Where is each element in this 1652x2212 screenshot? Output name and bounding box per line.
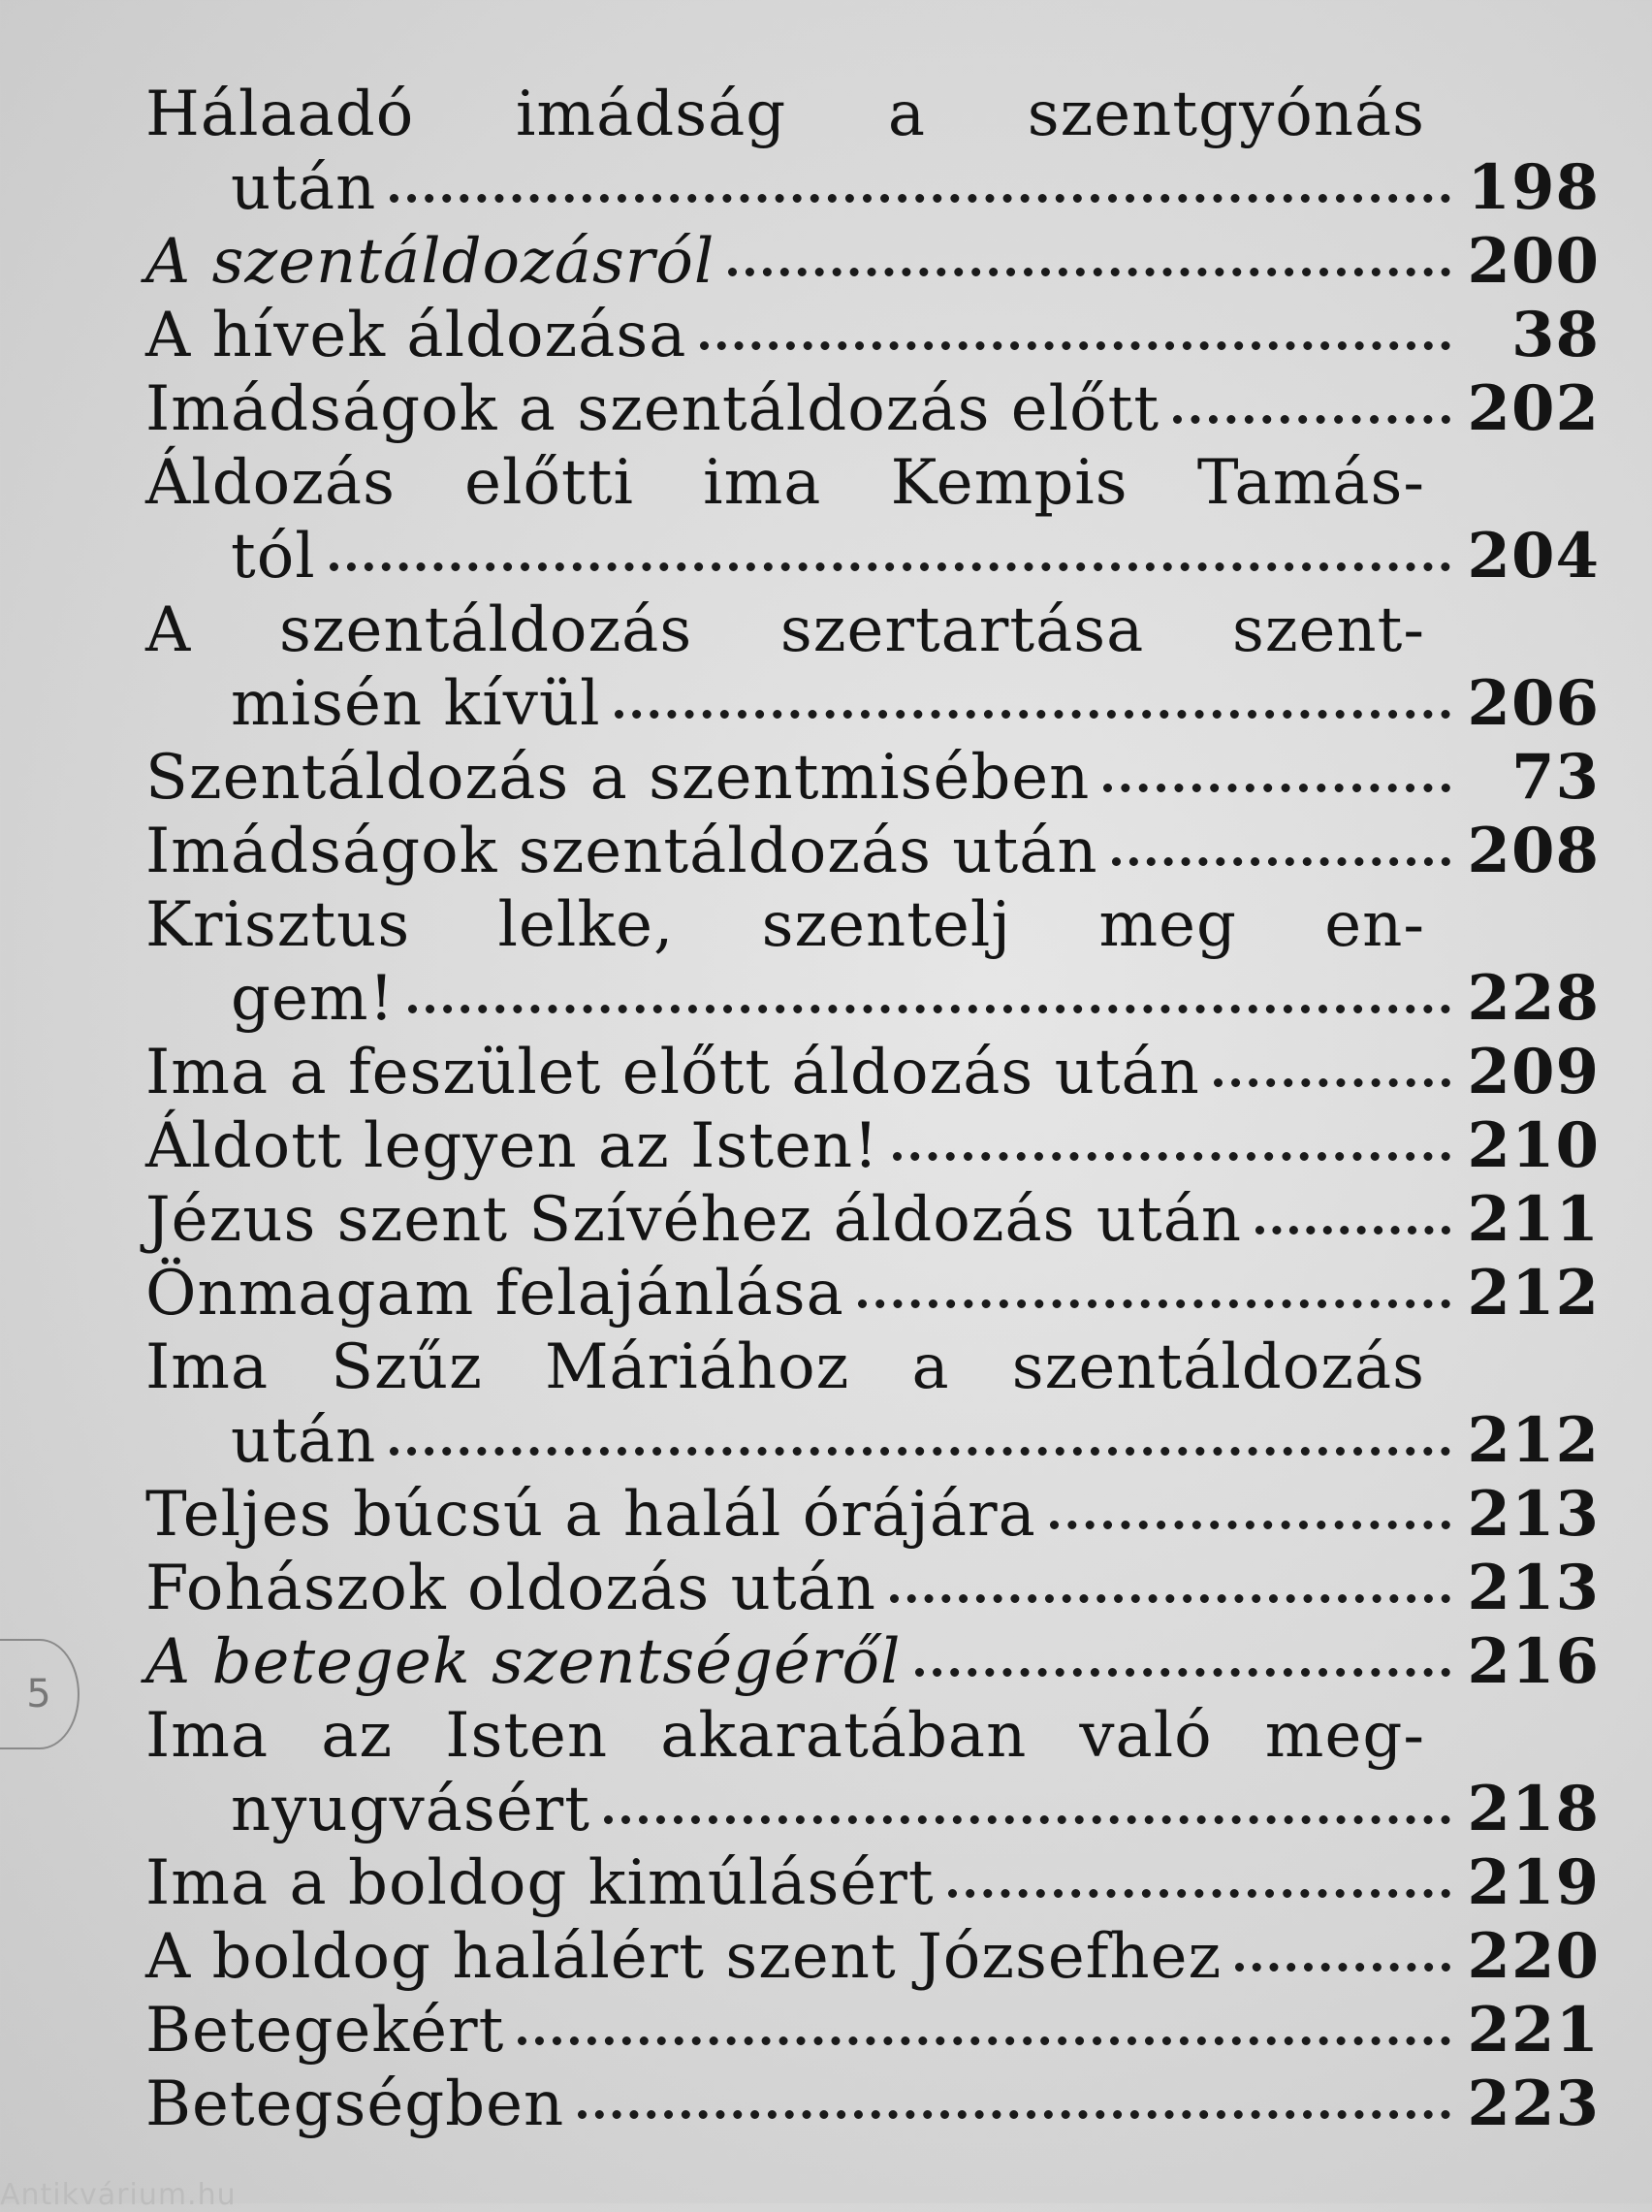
page-number: 212 xyxy=(1467,1404,1600,1477)
dot-leader xyxy=(1214,1078,1450,1087)
word: imádság xyxy=(515,79,787,150)
toc-entry xyxy=(145,372,1600,446)
toc-title-text: után xyxy=(231,1405,377,1477)
toc-line xyxy=(145,2068,1600,2141)
toc-line xyxy=(145,1773,1600,1846)
word: szent- xyxy=(1231,594,1425,666)
dot-leader xyxy=(948,1889,1450,1898)
dot-leader xyxy=(604,1815,1450,1824)
toc-entry xyxy=(145,1183,1600,1257)
toc-entry xyxy=(145,593,1600,741)
page-number: 206 xyxy=(1467,667,1600,740)
toc-line xyxy=(145,1478,1600,1552)
toc-title-text: A boldog halálért szent Józsefhez xyxy=(145,1921,1223,1993)
toc-line xyxy=(145,593,1425,667)
toc-line xyxy=(145,962,1600,1036)
toc-entry xyxy=(145,1036,1600,1109)
toc-title-text xyxy=(145,593,1425,667)
toc-entry xyxy=(145,1846,1600,1920)
toc-entry xyxy=(145,1478,1600,1552)
toc-line xyxy=(145,815,1600,888)
toc-line xyxy=(145,520,1600,593)
word: Szűz xyxy=(331,1331,483,1403)
dot-leader xyxy=(330,562,1450,571)
toc-line xyxy=(145,1994,1600,2068)
toc-title-text: A szentáldozásról xyxy=(145,226,715,298)
toc-title-text xyxy=(145,888,1425,962)
toc-title-text: tól xyxy=(231,521,316,593)
toc-title-text xyxy=(145,1330,1425,1404)
toc-entry xyxy=(145,741,1600,815)
page-number: 204 xyxy=(1467,520,1600,593)
toc-line xyxy=(145,1625,1600,1699)
toc-line xyxy=(145,372,1600,446)
dot-leader xyxy=(578,2110,1450,2119)
word: A xyxy=(145,594,192,666)
word: való xyxy=(1079,1700,1213,1772)
page-number: 211 xyxy=(1467,1183,1600,1256)
page-number: 219 xyxy=(1467,1846,1600,1919)
word: ima xyxy=(703,447,822,519)
word: Isten xyxy=(445,1700,609,1772)
toc-title-text: Betegségben xyxy=(145,2068,565,2140)
word: meg- xyxy=(1264,1700,1425,1772)
word: szentáldozás xyxy=(1011,1331,1425,1403)
margin-note-text: 5 xyxy=(26,1672,51,1716)
toc-title-text xyxy=(145,78,1425,151)
toc-title-text: Imádságok a szentáldozás előtt xyxy=(145,373,1160,445)
page-number: 220 xyxy=(1467,1920,1600,1993)
toc-line xyxy=(145,1552,1600,1625)
toc-line xyxy=(145,1330,1425,1404)
page-number: 216 xyxy=(1467,1625,1600,1698)
toc-line xyxy=(145,78,1425,151)
page-number: 200 xyxy=(1467,225,1600,298)
dot-leader xyxy=(408,1005,1450,1013)
word: Krisztus xyxy=(145,889,411,961)
toc-entry xyxy=(145,1552,1600,1625)
word: Hálaadó xyxy=(145,79,415,150)
toc-title-text xyxy=(145,446,1425,520)
toc-entry xyxy=(145,78,1600,225)
dot-leader xyxy=(858,1299,1450,1308)
word: szertartása xyxy=(779,594,1145,666)
dot-leader xyxy=(390,1447,1450,1456)
word: en- xyxy=(1324,889,1425,961)
toc-entry xyxy=(145,1699,1600,1846)
toc-line xyxy=(145,1036,1600,1109)
margin-handwritten-note xyxy=(0,1639,79,1749)
toc-line xyxy=(145,667,1600,741)
word: meg xyxy=(1098,889,1237,961)
toc-entry xyxy=(145,225,1600,299)
word: szentgyónás xyxy=(1027,79,1425,150)
dot-leader xyxy=(1112,857,1450,866)
word: a xyxy=(911,1331,950,1403)
word: Ima xyxy=(145,1331,270,1403)
dot-leader xyxy=(1173,415,1450,424)
toc-line xyxy=(145,151,1600,225)
toc-title-text: Önmagam felajánlása xyxy=(145,1258,844,1330)
toc-title-text: Ima a boldog kimúlásért xyxy=(145,1847,935,1919)
dot-leader xyxy=(1050,1521,1450,1529)
toc-entry xyxy=(145,2068,1600,2141)
page-number: 202 xyxy=(1467,372,1600,445)
page-number: 208 xyxy=(1467,815,1600,887)
dot-leader xyxy=(915,1668,1451,1677)
page-number: 221 xyxy=(1467,1994,1600,2067)
dot-leader xyxy=(1103,784,1450,792)
page-number: 213 xyxy=(1467,1478,1600,1551)
word: Kempis xyxy=(890,447,1128,519)
word: Ima xyxy=(145,1700,270,1772)
dot-leader xyxy=(615,710,1450,719)
dot-leader xyxy=(1255,1226,1450,1234)
watermark: Antikvárium.hu xyxy=(0,2178,237,2212)
page-number: 198 xyxy=(1467,151,1600,224)
toc-title-text: Szentáldozás a szentmisében xyxy=(145,742,1091,814)
dot-leader xyxy=(700,341,1450,350)
page-number: 228 xyxy=(1467,962,1600,1035)
dot-leader xyxy=(890,1594,1450,1603)
toc-line xyxy=(145,1109,1600,1183)
toc-entry xyxy=(145,1330,1600,1478)
toc-line xyxy=(145,299,1600,372)
word: előtti xyxy=(464,447,634,519)
page-number: 223 xyxy=(1467,2068,1600,2140)
word: szentáldozás xyxy=(278,594,693,666)
page-number: 213 xyxy=(1467,1552,1600,1624)
word: a xyxy=(887,79,927,150)
toc-entry xyxy=(145,299,1600,372)
word: az xyxy=(321,1700,394,1772)
toc-title-text: nyugvásért xyxy=(231,1774,590,1845)
word: Áldozás xyxy=(145,447,396,519)
dot-leader xyxy=(893,1152,1450,1161)
toc-title-text: után xyxy=(231,152,377,224)
toc-entry xyxy=(145,1920,1600,1994)
toc-line xyxy=(145,1404,1600,1478)
page-number: 38 xyxy=(1510,299,1600,371)
toc-line xyxy=(145,888,1425,962)
page-number: 209 xyxy=(1467,1036,1600,1108)
word: szentelj xyxy=(761,889,1012,961)
toc-entry xyxy=(145,446,1600,593)
toc-title-text: Imádságok szentáldozás után xyxy=(145,816,1098,887)
dot-leader xyxy=(390,194,1450,203)
toc-line xyxy=(145,1920,1600,1994)
toc-entry xyxy=(145,1994,1600,2068)
word: Máriához xyxy=(544,1331,850,1403)
toc-entry xyxy=(145,888,1600,1036)
toc-entry xyxy=(145,1625,1600,1699)
toc-title-text: A betegek szentségéről xyxy=(145,1626,902,1698)
toc-title-text: A hívek áldozása xyxy=(145,300,687,371)
table-of-contents xyxy=(145,78,1600,2141)
toc-title-text: Fohászok oldozás után xyxy=(145,1553,876,1624)
toc-title-text: Teljes búcsú a halál órájára xyxy=(145,1479,1036,1551)
toc-title-text: Áldott legyen az Isten! xyxy=(145,1110,879,1182)
toc-title-text: Ima a feszület előtt áldozás után xyxy=(145,1037,1200,1108)
toc-line xyxy=(145,741,1600,815)
dot-leader xyxy=(1235,1963,1450,1972)
toc-line xyxy=(145,1183,1600,1257)
toc-line xyxy=(145,1699,1425,1773)
word: akaratában xyxy=(660,1700,1028,1772)
toc-entry xyxy=(145,815,1600,888)
toc-line xyxy=(145,225,1600,299)
toc-title-text: Betegekért xyxy=(145,1995,505,2067)
page-number: 212 xyxy=(1467,1257,1600,1330)
toc-title-text xyxy=(145,1699,1425,1773)
toc-title-text: Jézus szent Szívéhez áldozás után xyxy=(145,1184,1243,1256)
page-number: 73 xyxy=(1510,741,1600,814)
toc-title-text: misén kívül xyxy=(231,668,601,740)
toc-line xyxy=(145,446,1425,520)
dot-leader xyxy=(518,2036,1450,2045)
toc-title-text: gem! xyxy=(231,963,396,1035)
dot-leader xyxy=(728,268,1450,276)
page-number: 218 xyxy=(1467,1773,1600,1845)
toc-entry xyxy=(145,1109,1600,1183)
word: lelke, xyxy=(497,889,675,961)
word: Tamás- xyxy=(1196,447,1425,519)
toc-line xyxy=(145,1846,1600,1920)
toc-entry xyxy=(145,1257,1600,1330)
toc-line xyxy=(145,1257,1600,1330)
page-number: 210 xyxy=(1467,1109,1600,1182)
